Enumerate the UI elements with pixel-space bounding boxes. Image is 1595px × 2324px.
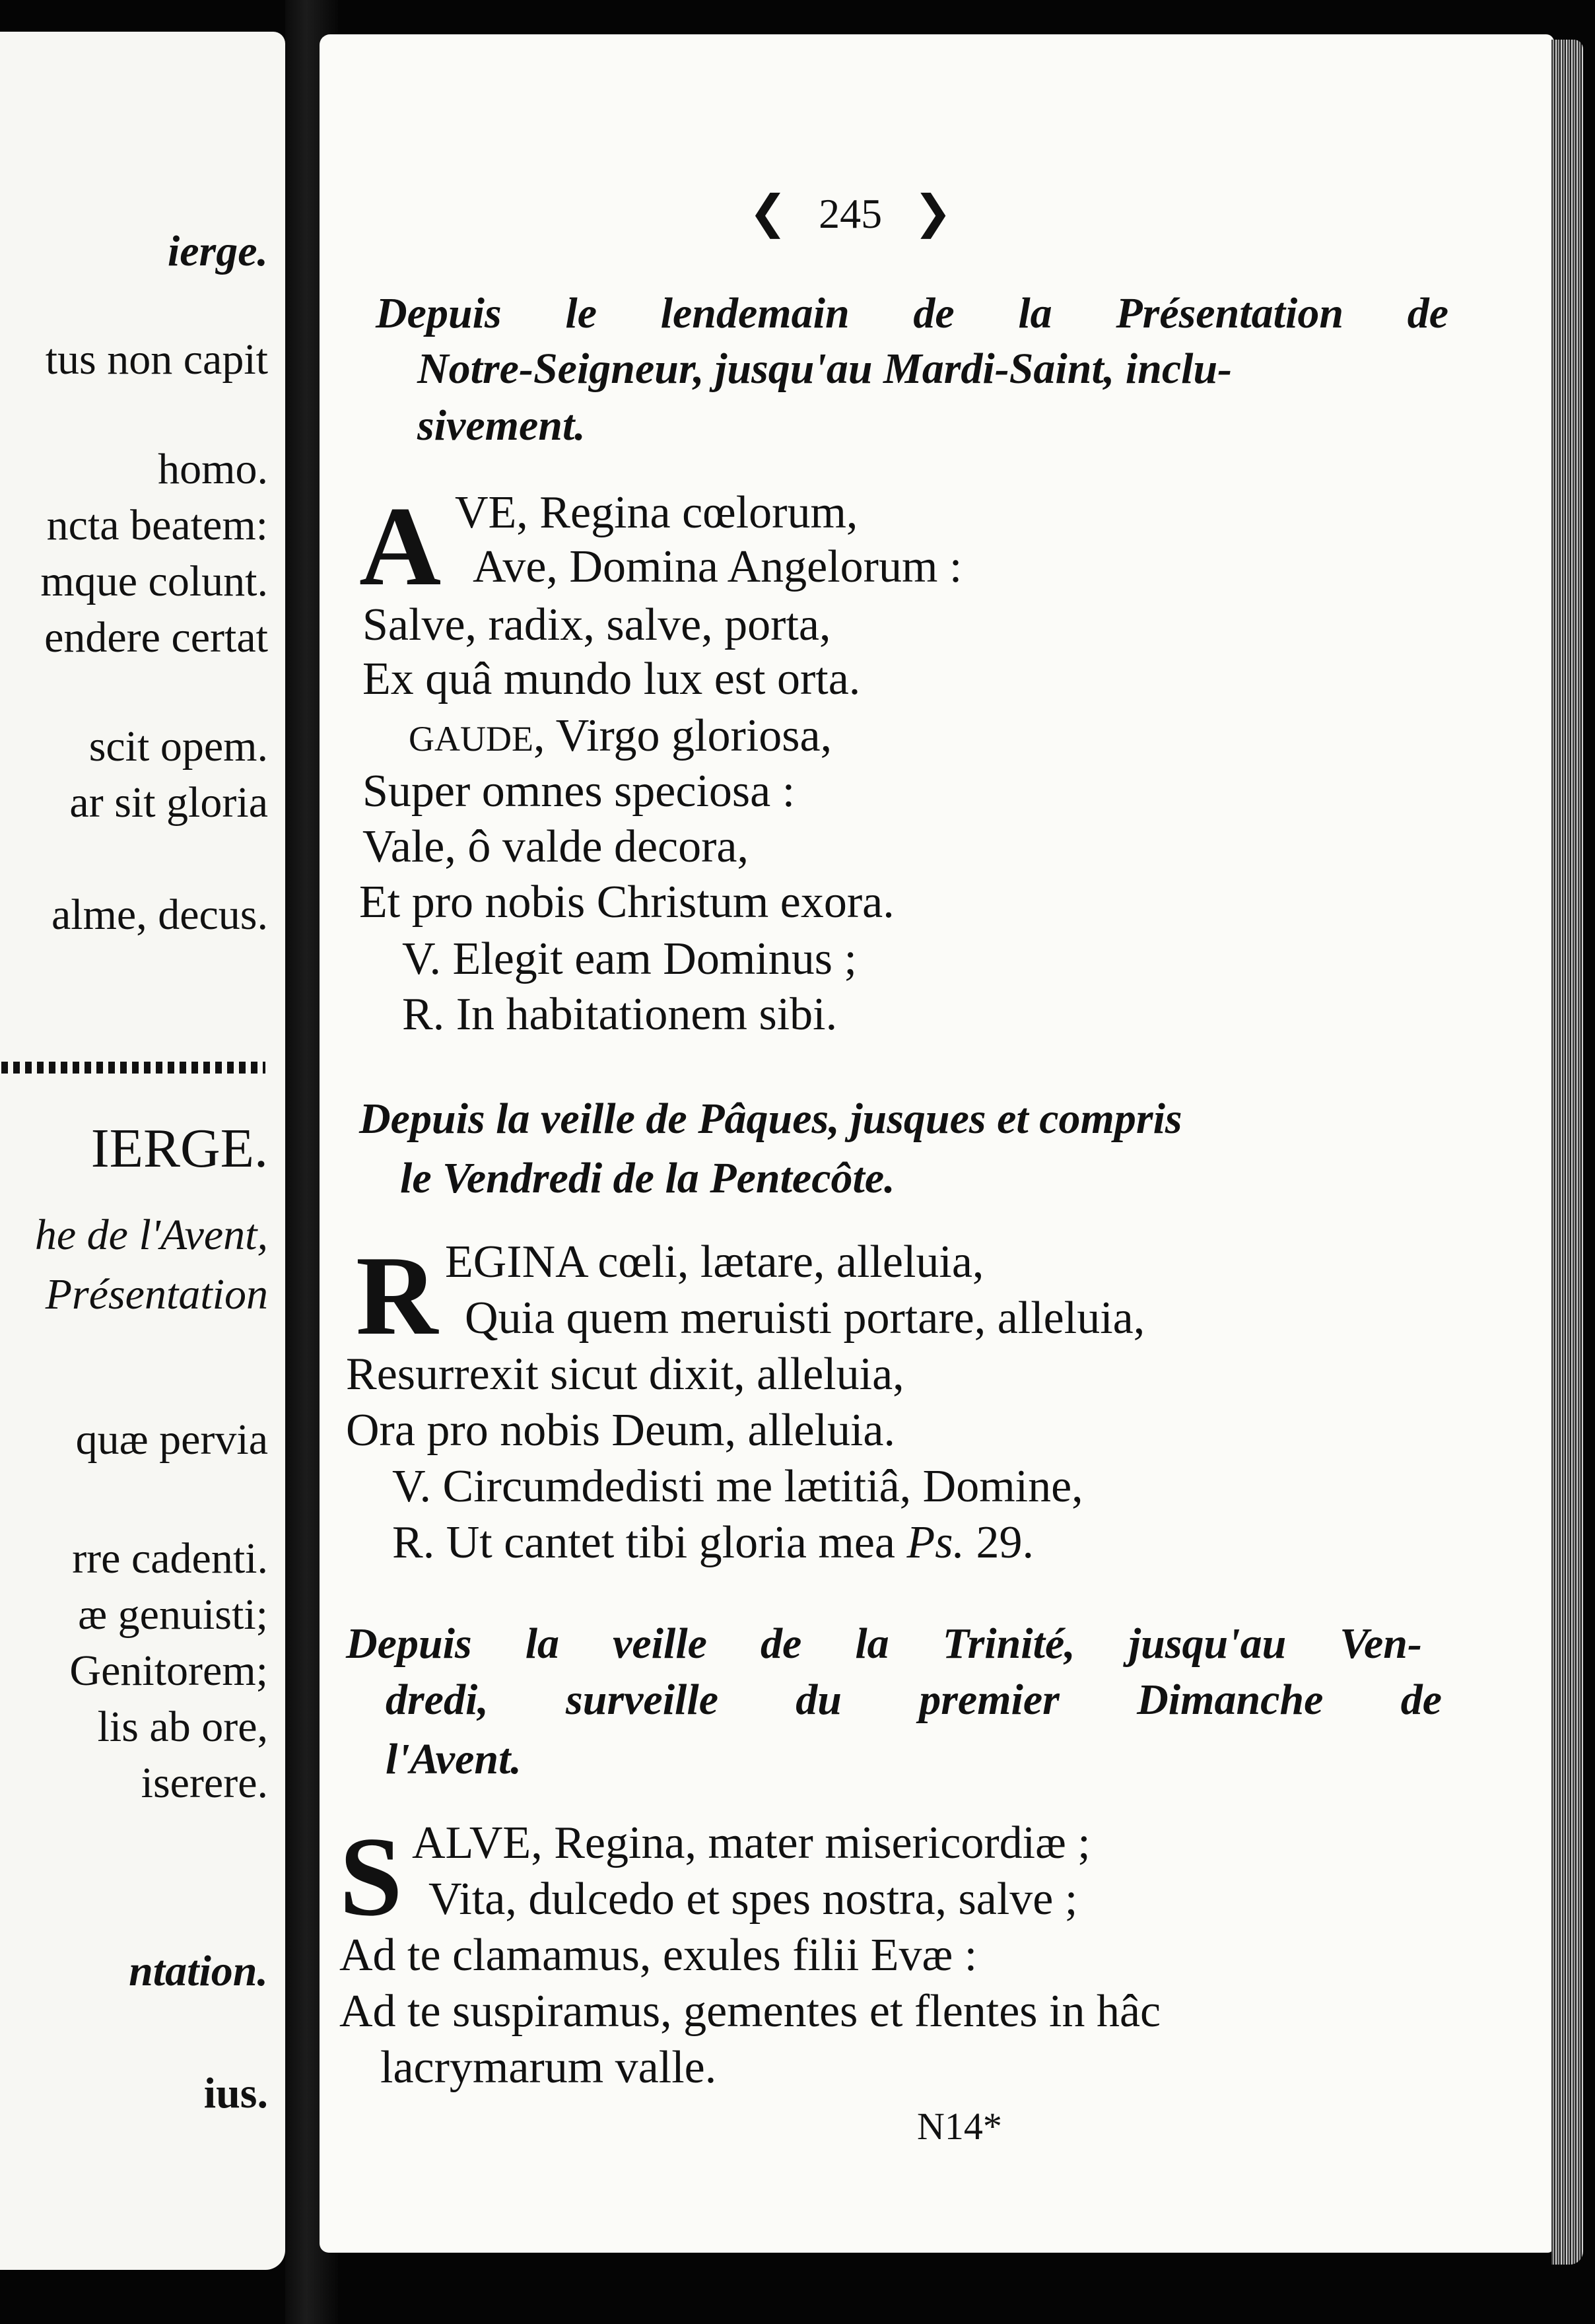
gaude-small-caps: GAUDE xyxy=(409,719,533,759)
left-line: mque colunt. xyxy=(40,557,268,605)
verse-line: ALVE, Regina, mater misericordiæ ; xyxy=(412,1818,1091,1868)
left-line: IERGE. xyxy=(90,1118,268,1179)
psalm-number: 29. xyxy=(965,1517,1035,1568)
decorative-rule xyxy=(1,1062,265,1074)
page-edges xyxy=(1551,40,1583,2265)
page-number: 245 xyxy=(819,190,883,237)
verse-line: Ad te clamamus, exules filii Evæ : xyxy=(339,1930,978,1981)
left-line: quæ pervia xyxy=(75,1416,268,1464)
section-2-heading-line-2: le Vendredi de la Pentecôte. xyxy=(400,1154,895,1202)
response xyxy=(392,1517,1035,1568)
section-1-heading-line-1: Depuis le lendemain de la Présentation de xyxy=(376,289,1448,337)
signature-mark: N14* xyxy=(917,2105,1002,2148)
versicle: V. Elegit eam Dominus ; xyxy=(402,934,857,984)
drop-cap-a: A xyxy=(359,484,442,609)
left-page xyxy=(0,32,285,2270)
verse-line: Ex quâ mundo lux est orta. xyxy=(362,654,861,704)
left-line: ar sit gloria xyxy=(69,778,268,827)
verse-line: lacrymarum valle. xyxy=(380,2042,717,2093)
left-line: scit opem. xyxy=(88,722,268,770)
left-line: Présentation xyxy=(45,1270,268,1318)
verse-line: Resurrexit sicut dixit, alleluia, xyxy=(346,1349,904,1400)
verse-line: Ora pro nobis Deum, alleluia. xyxy=(346,1405,896,1456)
psalm-abbrev: Ps. xyxy=(906,1517,965,1568)
verse-line: Quia quem meruisti portare, alleluia, xyxy=(465,1293,1145,1344)
verse-line xyxy=(409,710,832,761)
left-line: rre cadenti. xyxy=(72,1534,268,1583)
verse-line: Vale, ô valde decora, xyxy=(362,821,749,872)
left-line: lis ab ore, xyxy=(97,1703,268,1751)
page-header xyxy=(749,190,952,236)
right-fleuron-icon: ❯ xyxy=(913,188,953,238)
left-line: endere certat xyxy=(44,613,268,662)
left-line: alme, decus. xyxy=(51,891,268,939)
response-text: R. Ut cantet tibi gloria mea xyxy=(392,1517,907,1568)
section-2-heading-line-1: Depuis la veille de Pâques, jusques et compris xyxy=(359,1095,1182,1143)
right-page xyxy=(320,34,1554,2253)
left-line: ius. xyxy=(203,2069,268,2117)
verse-line: Et pro nobis Christum exora. xyxy=(359,877,895,928)
section-3-heading-line-1: Depuis la veille de la Trinité, jusqu'au Ven- xyxy=(346,1620,1422,1668)
section-1-heading-line-2: Notre-Seigneur, jusqu'au Mardi-Saint, inclu- xyxy=(417,345,1233,393)
section-3-heading-line-2: dredi, surveille du premier Dimanche de xyxy=(386,1676,1442,1724)
verse-line: VE, Regina cœlorum, xyxy=(455,487,858,538)
section-1-heading-line-3: sivement. xyxy=(417,401,586,450)
drop-cap-r: R xyxy=(356,1233,438,1359)
versicle: V. Circumdedisti me lætitiâ, Domine, xyxy=(392,1461,1083,1512)
left-line: homo. xyxy=(158,445,268,493)
drop-cap-s: S xyxy=(339,1814,403,1940)
verse-line: Super omnes speciosa : xyxy=(362,766,796,817)
left-line: ierge. xyxy=(167,227,268,275)
left-line: ncta beatem: xyxy=(46,501,268,549)
left-line: ntation. xyxy=(129,1947,268,1995)
left-line: tus non capit xyxy=(45,335,268,384)
left-line: æ genuisti; xyxy=(78,1590,268,1639)
verse-line: Vita, dulcedo et spes nostra, salve ; xyxy=(428,1874,1078,1925)
section-3-heading-line-3: l'Avent. xyxy=(386,1735,522,1783)
verse-line: Ave, Domina Angelorum : xyxy=(473,541,963,592)
verse-line: Salve, radix, salve, porta, xyxy=(362,599,831,650)
left-line: iserere. xyxy=(141,1759,268,1807)
response: R. In habitationem sibi. xyxy=(402,989,838,1040)
verse-line: Ad te suspiramus, gementes et flentes in hâc xyxy=(339,1986,1161,2037)
left-fleuron-icon: ❮ xyxy=(749,188,788,238)
gaude-rest: , Virgo gloriosa, xyxy=(533,710,832,761)
left-line: Genitorem; xyxy=(69,1647,268,1695)
left-line: he de l'Avent, xyxy=(34,1211,268,1259)
verse-line: EGINA cœli, lætare, alleluia, xyxy=(445,1237,984,1287)
